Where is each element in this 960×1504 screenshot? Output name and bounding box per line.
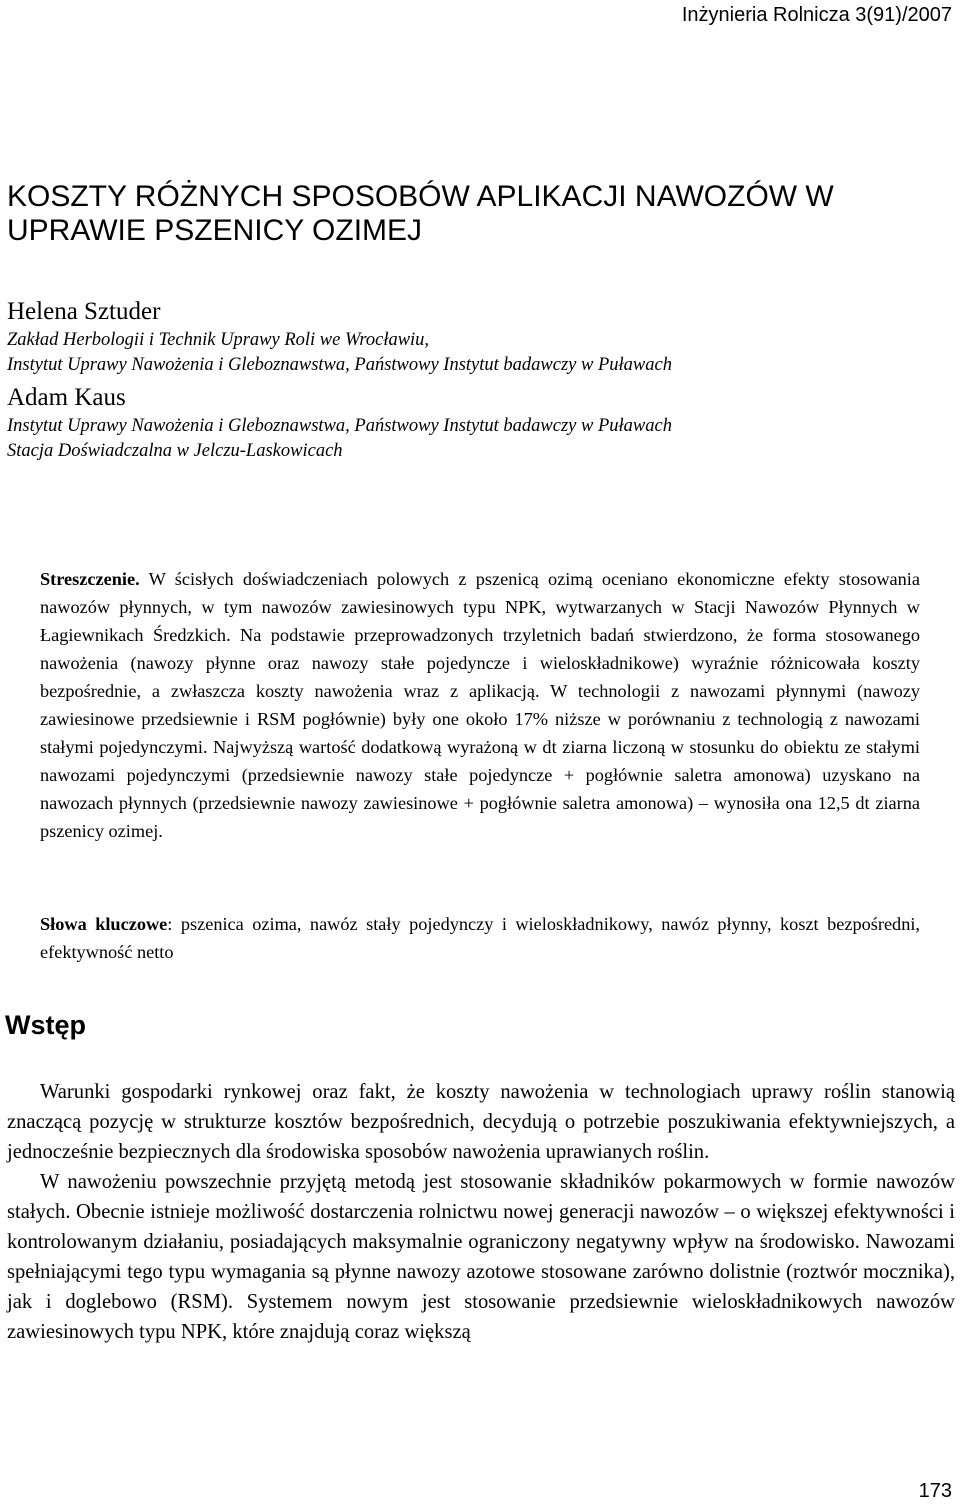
section-heading: Wstęp <box>5 1010 86 1040</box>
journal-header: Inżynieria Rolnicza 3(91)/2007 <box>681 4 952 26</box>
author-affiliation: Zakład Herbologii i Technik Uprawy Roli we Wrocławiu, <box>7 330 430 350</box>
section-body <box>7 1077 955 1347</box>
page-number: 173 <box>918 1480 952 1502</box>
body-paragraph: W nawożeniu powszechnie przyjętą metodą jest stosowanie składników pokarmowych w formie nawozów stałych. Obecnie istnieje możliwość dostarczenia rolnictwu nowej generacji nawozów – o większej efektywności i kontrolowanym działaniu, posiadających maksymalnie ograniczony negatywny wpływ na środowisko. Nawozami spełniającymi tego typu wymagania są płynne nawozy azotowe stosowane zarówno dolistnie (roztwór mocznika), jak i doglebowo (RSM). Systemem nowym jest stosowanie przedsiewnie wieloskładnikowych nawozów zawiesinowych typu NPK, które znajdują coraz większą <box>7 1171 955 1343</box>
keywords <box>40 910 920 966</box>
abstract-label: Streszczenie. <box>40 569 140 589</box>
author-affiliation: Stacja Doświadczalna w Jelczu-Laskowicach <box>7 441 343 461</box>
author-block <box>7 296 957 464</box>
author-entry <box>7 382 957 464</box>
keywords-text: : pszenica ozima, nawóz stały pojedynczy i wieloskładnikowy, nawóz płynny, koszt bezpośredni, efektywność netto <box>40 914 920 962</box>
paper-title: KOSZTY RÓŻNYCH SPOSOBÓW APLIKACJI NAWOZÓW W UPRAWIE PSZENICY OZIMEJ <box>7 180 834 247</box>
keywords-paragraph <box>40 910 920 966</box>
author-name: Adam Kaus <box>7 384 126 411</box>
author-affiliation: Instytut Uprawy Nawożenia i Gleboznawstwa, Państwowy Instytut badawczy w Puławach <box>7 355 672 375</box>
author-entry <box>7 296 957 378</box>
abstract-paragraph <box>40 565 920 845</box>
abstract-text: W ścisłych doświadczeniach polowych z pszenicą ozimą oceniano ekonomiczne efekty stosowania nawozów płynnych, w tym nawozów zawiesinowych typu NPK, wytwarzanych w Stacji Nawozów Płynnych w Łagiewnikach Średzkich. Na podstawie przeprowadzonych trzyletnich badań stwierdzono, że forma stosowanego nawożenia (nawozy płynne oraz nawozy stałe pojedyncze i wieloskładnikowe) wyraźnie różnicowała koszty bezpośrednie, a zwłaszcza koszty nawożenia wraz z aplikacją. W technologii z nawozami płynnymi (nawozy zawiesinowe przedsiewnie i RSM pogłównie) były one około 17% niższe w porównaniu z technologią z nawozami stałymi pojedynczymi. Najwyższą wartość dodatkową wyrażoną w dt ziarna liczoną w stosunku do obiektu ze stałymi nawozami pojedynczymi (przedsiewnie nawozy stałe pojedyncze + pogłównie saletra amonowa) uzyskano na nawozach płynnych (przedsiewnie nawozy zawiesinowe + pogłównie saletra amonowa) – wynosiła ona 12,5 dt ziarna pszenicy ozimej. <box>40 569 920 841</box>
keywords-label: Słowa kluczowe <box>40 914 168 934</box>
abstract <box>40 565 920 845</box>
body-paragraph: Warunki gospodarki rynkowej oraz fakt, że koszty nawożenia w technologiach uprawy roślin stanowią znaczącą pozycję w strukturze kosztów bezpośrednich, decydują o potrzebie poszukiwania efektywniejszych, a jednocześnie bezpiecznych dla środowiska sposobów nawożenia uprawianych roślin. <box>7 1081 955 1163</box>
author-name: Helena Sztuder <box>7 298 161 325</box>
author-affiliation: Instytut Uprawy Nawożenia i Gleboznawstwa, Państwowy Instytut badawczy w Puławach <box>7 416 672 436</box>
